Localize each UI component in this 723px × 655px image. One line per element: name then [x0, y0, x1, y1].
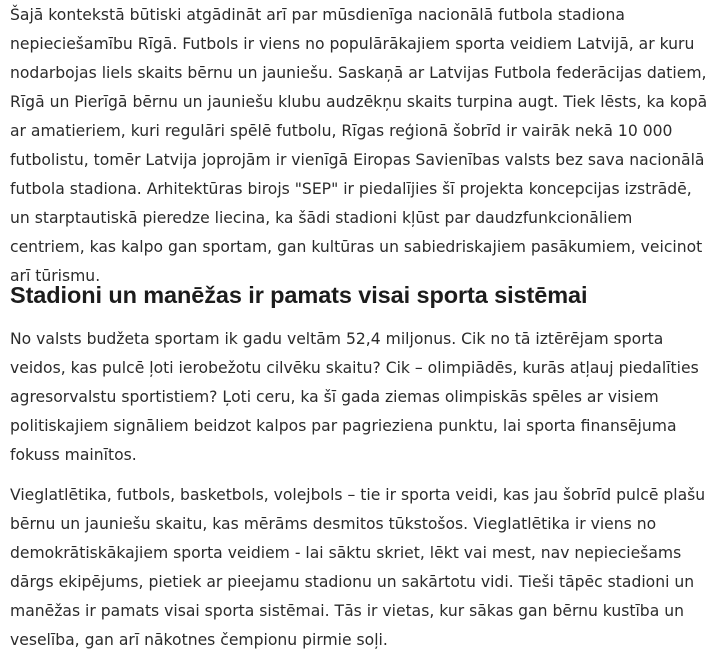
- article-paragraph-stadium: Šajā kontekstā būtiski atgādināt arī par mūsdienīga nacionālā futbola stadiona nepieciešamību Rīgā. Futbols ir viens no populārākajiem sporta veidiem Latvijā, ar kuru nodarbojas liels skaits bērnu un jauniešu. Saskaņā ar Latvijas Futbola federācijas datiem, Rīgā un Pierīgā bērnu un jauniešu klubu audzēkņu skaits turpina augt. Tiek lēsts, ka kopā ar amatieriem, kuri regulāri spēlē futbolu, Rīgas reģionā šobrīd ir vairāk nekā 10 000 futbolistu, tomēr Latvija joprojām ir vienīgā Eiropas Savienības valsts bez sava nacionālā futbola stadiona. Arhitektūras birojs "SEP" ir piedalījies šī projekta koncepcijas izstrādē, un starptautiskā pieredze liecina, ka šādi stadioni kļūst par daudzfunkcionāliem centriem, kas kalpo gan sportam, gan kultūras un sabiedriskajiem pasākumiem, veicinot arī tūrismu.: [10, 6, 708, 285]
- article-paragraph-athletics: Vieglatlētika, futbols, basketbols, volejbols – tie ir sporta veidi, kas jau šobrīd pulcē plašu bērnu un jauniešu skaitu, kas mērāms desmitos tūkstošos. Vieglatlētika ir viens no demokrātiskākajiem sporta veidiem - lai sāktu skriet, lēkt vai mest, nav nepieciešams dārgs ekipējums, pietiek ar pieejamu stadionu un sakārtotu vidi. Tieši tāpēc stadioni un manēžas ir pamats visai sporta sistēmai. Tās ir vietas, kur sākas gan bērnu kustība un veselība, gan arī nākotnes čempionu pirmie soļi.: [10, 486, 706, 649]
- section-heading: Stadioni un manēžas ir pamats visai sporta sistēmai: [10, 282, 588, 308]
- article-paragraph-budget: No valsts budžeta sportam ik gadu veltām 52,4 miljonus. Cik no tā iztērējam sporta veidos, kas pulcē ļoti ierobežotu cilvēku skaitu? Cik – olimpiādēs, kurās atļauj piedalīties agresorvalstu sportistiem? Ļoti ceru, ka šī gada ziemas olimpiskās spēles ar visiem politiskajiem signāliem beidzot kalpos par pagrieziena punktu, lai sporta finansējuma fokuss mainītos.: [10, 330, 699, 464]
